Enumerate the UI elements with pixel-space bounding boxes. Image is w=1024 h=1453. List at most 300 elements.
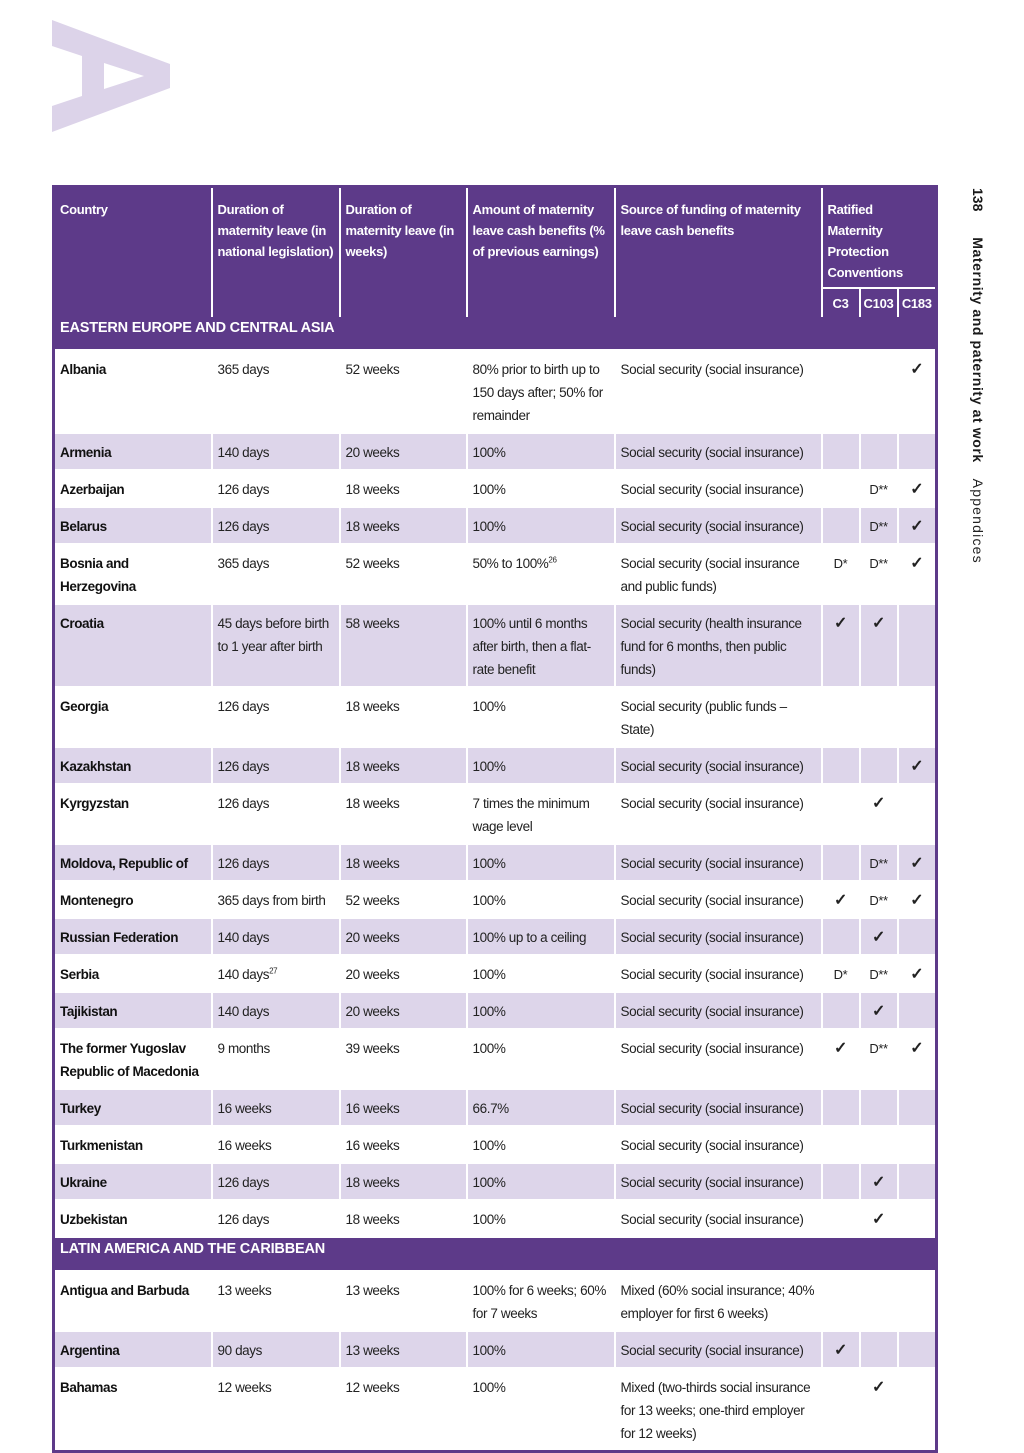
table-row	[54, 1126, 937, 1163]
source-cell-text: Social security (social insurance)	[620, 1004, 804, 1019]
country-cell-text: Antigua and Barbuda	[60, 1283, 189, 1298]
source-cell-text: Social security (social insurance)	[620, 796, 804, 811]
source-cell	[615, 350, 822, 433]
region-name: EASTERN EUROPE AND CENTRAL ASIA	[54, 317, 937, 350]
duration-cell-text: 140 days	[217, 445, 270, 460]
c183-cell	[898, 1271, 937, 1331]
header-ratified-conventions: Ratified Maternity Protection Conventions	[822, 187, 937, 289]
table-row	[54, 1200, 937, 1237]
header-country: Country	[54, 187, 212, 318]
book-title: Maternity and paternity at work	[970, 237, 986, 463]
source-cell	[615, 955, 822, 992]
c183-cell	[898, 992, 937, 1029]
amount-cell-text: 100%	[472, 893, 506, 908]
c3-cell	[822, 470, 860, 507]
weeks-cell	[340, 350, 467, 433]
region-header-row	[54, 317, 937, 350]
c183-cell	[898, 747, 937, 784]
table-row	[54, 1271, 937, 1331]
weeks-cell-text: 16 weeks	[345, 1101, 400, 1116]
weeks-cell	[340, 687, 467, 747]
amount-cell-text: 100%	[472, 699, 506, 714]
c183-cell	[898, 350, 937, 433]
duration-cell-text: 365 days	[217, 556, 270, 571]
source-cell	[615, 544, 822, 604]
amount-cell	[467, 955, 615, 992]
duration-cell-text: 140 days	[217, 1004, 270, 1019]
weeks-cell-text: 20 weeks	[345, 1004, 400, 1019]
c3-cell	[822, 1089, 860, 1126]
c103-cell	[860, 507, 898, 544]
amount-cell	[467, 470, 615, 507]
source-cell	[615, 881, 822, 918]
c103-cell-text: D**	[869, 482, 888, 497]
duration-cell-text: 126 days	[217, 796, 270, 811]
c103-cell-text: ✓	[871, 1379, 885, 1396]
c103-cell	[860, 687, 898, 747]
amount-cell-text: 100%	[472, 1380, 506, 1395]
country-cell	[54, 1368, 212, 1452]
amount-cell-text: 100% until 6 months after birth, then a flat-rate benefit	[472, 616, 591, 677]
source-cell	[615, 1271, 822, 1331]
country-cell-text: Croatia	[60, 616, 104, 631]
source-cell-text: Social security (social insurance)	[620, 1101, 804, 1116]
c103-cell	[860, 470, 898, 507]
table-row	[54, 604, 937, 687]
c183-cell-text: ✓	[910, 758, 924, 775]
c103-cell	[860, 350, 898, 433]
amount-cell-text: 80% prior to birth up to 150 days after; 50% for remainder	[472, 362, 603, 423]
source-cell-text: Social security (social insurance)	[620, 1343, 804, 1358]
weeks-cell	[340, 844, 467, 881]
c103-cell-text: ✓	[871, 1211, 885, 1228]
country-cell-text: Argentina	[60, 1343, 120, 1358]
maternity-leave-table	[52, 185, 938, 1453]
duration-cell	[212, 747, 340, 784]
c103-cell-text: ✓	[871, 1174, 885, 1191]
weeks-cell-text: 13 weeks	[345, 1283, 400, 1298]
amount-cell	[467, 1029, 615, 1089]
c103-cell	[860, 1331, 898, 1368]
c183-cell	[898, 507, 937, 544]
amount-cell	[467, 544, 615, 604]
amount-cell	[467, 507, 615, 544]
amount-cell	[467, 881, 615, 918]
amount-cell-text: 100% up to a ceiling	[472, 930, 587, 945]
source-cell-text: Social security (social insurance)	[620, 930, 804, 945]
amount-cell-text: 100%	[472, 482, 506, 497]
duration-cell-text: 365 days	[217, 362, 270, 377]
c103-cell-text: D**	[869, 1041, 888, 1056]
weeks-cell-text: 18 weeks	[345, 699, 400, 714]
table-row	[54, 470, 937, 507]
c3-cell	[822, 1271, 860, 1331]
table-row	[54, 747, 937, 784]
c103-cell	[860, 992, 898, 1029]
c103-cell	[860, 1368, 898, 1452]
c103-cell	[860, 1200, 898, 1237]
country-cell-text: Kazakhstan	[60, 759, 132, 774]
weeks-cell	[340, 507, 467, 544]
duration-cell	[212, 918, 340, 955]
amount-cell	[467, 918, 615, 955]
duration-cell	[212, 784, 340, 844]
c183-cell	[898, 844, 937, 881]
weeks-cell-text: 18 weeks	[345, 482, 400, 497]
weeks-cell-text: 52 weeks	[345, 362, 400, 377]
duration-cell-text: 12 weeks	[217, 1380, 272, 1395]
weeks-cell-text: 18 weeks	[345, 519, 400, 534]
table-row	[54, 992, 937, 1029]
country-cell-text: Bosnia and Herzegovina	[60, 556, 136, 594]
country-cell	[54, 881, 212, 918]
c103-cell	[860, 955, 898, 992]
c183-cell	[898, 433, 937, 470]
c3-cell	[822, 1200, 860, 1237]
source-cell-text: Social security (social insurance)	[620, 482, 804, 497]
table-row	[54, 433, 937, 470]
country-cell-text: Tajikistan	[60, 1004, 118, 1019]
table-row	[54, 1368, 937, 1452]
duration-cell	[212, 1200, 340, 1237]
country-cell-text: Ukraine	[60, 1175, 107, 1190]
source-cell	[615, 1089, 822, 1126]
amount-cell-text: 100%	[472, 1041, 506, 1056]
source-cell	[615, 1200, 822, 1237]
duration-cell	[212, 1126, 340, 1163]
amount-cell-text: 100%	[472, 1138, 506, 1153]
c103-cell	[860, 1163, 898, 1200]
weeks-cell-text: 18 weeks	[345, 796, 400, 811]
table-row	[54, 955, 937, 992]
source-cell-text: Social security (social insurance)	[620, 759, 804, 774]
duration-cell	[212, 992, 340, 1029]
duration-cell	[212, 687, 340, 747]
weeks-cell-text: 20 weeks	[345, 930, 400, 945]
duration-cell	[212, 544, 340, 604]
duration-cell	[212, 1163, 340, 1200]
duration-cell-text: 140 days	[217, 967, 270, 982]
country-cell-text: Azerbaijan	[60, 482, 125, 497]
country-cell-text: The former Yugoslav Republic of Macedonia	[60, 1041, 199, 1079]
duration-cell-text: 90 days	[217, 1343, 262, 1358]
source-cell-text: Social security (social insurance)	[620, 967, 804, 982]
amount-cell	[467, 1368, 615, 1452]
c3-cell	[822, 1029, 860, 1089]
source-cell-text: Social security (social insurance)	[620, 1212, 804, 1227]
c103-cell	[860, 604, 898, 687]
country-cell	[54, 1163, 212, 1200]
weeks-cell-text: 18 weeks	[345, 1175, 400, 1190]
duration-cell	[212, 604, 340, 687]
duration-cell-text: 140 days	[217, 930, 270, 945]
country-cell-text: Albania	[60, 362, 106, 377]
c183-cell-text: ✓	[910, 892, 924, 909]
table-row	[54, 881, 937, 918]
c183-cell-text: ✓	[910, 518, 924, 535]
c3-cell-text: ✓	[833, 615, 847, 632]
c183-cell	[898, 1368, 937, 1452]
country-cell	[54, 470, 212, 507]
amount-cell-text: 100%	[472, 519, 506, 534]
weeks-cell-text: 39 weeks	[345, 1041, 400, 1056]
country-cell	[54, 687, 212, 747]
header-duration-legislation: Duration of maternity leave (in national legislation)	[212, 187, 340, 318]
weeks-cell	[340, 1089, 467, 1126]
c103-cell-text: ✓	[871, 615, 885, 632]
amount-cell-text: 100%	[472, 1175, 506, 1190]
duration-cell	[212, 1331, 340, 1368]
source-cell	[615, 470, 822, 507]
page-number: 138	[970, 188, 986, 212]
weeks-cell-text: 58 weeks	[345, 616, 400, 631]
c183-cell-text: ✓	[910, 481, 924, 498]
country-cell	[54, 507, 212, 544]
source-cell	[615, 1029, 822, 1089]
country-cell-text: Serbia	[60, 967, 99, 982]
duration-cell-text: 16 weeks	[217, 1138, 272, 1153]
weeks-cell	[340, 955, 467, 992]
c183-cell-text: ✓	[910, 361, 924, 378]
amount-cell	[467, 1089, 615, 1126]
c183-cell-text: ✓	[910, 966, 924, 983]
weeks-cell-text: 18 weeks	[345, 759, 400, 774]
amount-cell	[467, 784, 615, 844]
weeks-cell-text: 52 weeks	[345, 556, 400, 571]
header-amount: Amount of maternity leave cash benefits (% of previous earnings)	[467, 187, 615, 318]
source-cell-text: Social security (social insurance)	[620, 1138, 804, 1153]
table-row	[54, 544, 937, 604]
amount-cell	[467, 992, 615, 1029]
weeks-cell	[340, 1029, 467, 1089]
amount-cell	[467, 433, 615, 470]
c183-cell	[898, 470, 937, 507]
amount-cell-text: 50% to 100%	[472, 556, 549, 571]
c103-cell	[860, 1089, 898, 1126]
country-cell	[54, 918, 212, 955]
table-row	[54, 918, 937, 955]
c103-cell	[860, 844, 898, 881]
source-cell	[615, 1331, 822, 1368]
weeks-cell	[340, 918, 467, 955]
country-cell-text: Bahamas	[60, 1380, 118, 1395]
c183-cell	[898, 1331, 937, 1368]
duration-cell	[212, 1089, 340, 1126]
weeks-cell	[340, 1200, 467, 1237]
source-cell-text: Social security (social insurance)	[620, 893, 804, 908]
weeks-cell-text: 13 weeks	[345, 1343, 400, 1358]
source-cell	[615, 1163, 822, 1200]
c3-cell	[822, 433, 860, 470]
c3-cell-text: ✓	[833, 892, 847, 909]
duration-cell-text: 126 days	[217, 519, 270, 534]
c3-cell	[822, 881, 860, 918]
country-cell	[54, 350, 212, 433]
duration-cell	[212, 1368, 340, 1452]
c103-cell-text: D**	[869, 519, 888, 534]
source-cell-text: Social security (social insurance)	[620, 1175, 804, 1190]
source-cell	[615, 784, 822, 844]
c3-cell	[822, 747, 860, 784]
source-cell	[615, 507, 822, 544]
duration-cell	[212, 881, 340, 918]
source-cell	[615, 1368, 822, 1452]
c3-cell	[822, 1368, 860, 1452]
c103-cell-text: ✓	[871, 1003, 885, 1020]
c3-cell	[822, 350, 860, 433]
source-cell-text: Social security (social insurance)	[620, 1041, 804, 1056]
c3-cell	[822, 1163, 860, 1200]
country-cell	[54, 544, 212, 604]
appendix-letter-graphic	[52, 20, 170, 132]
weeks-cell-text: 52 weeks	[345, 893, 400, 908]
duration-cell-text: 45 days before birth to 1 year after birth	[217, 616, 329, 654]
weeks-cell	[340, 544, 467, 604]
c103-cell	[860, 544, 898, 604]
duration-cell	[212, 1029, 340, 1089]
weeks-cell	[340, 1271, 467, 1331]
c3-cell-text: D*	[833, 556, 848, 571]
amount-cell-text: 100%	[472, 1212, 506, 1227]
amount-cell	[467, 1163, 615, 1200]
c3-cell	[822, 955, 860, 992]
c103-cell	[860, 1126, 898, 1163]
c183-cell	[898, 1029, 937, 1089]
source-cell	[615, 433, 822, 470]
source-cell	[615, 992, 822, 1029]
c183-cell	[898, 784, 937, 844]
c183-cell	[898, 1163, 937, 1200]
c183-cell	[898, 918, 937, 955]
c183-cell	[898, 955, 937, 992]
weeks-cell-text: 20 weeks	[345, 445, 400, 460]
header-c183: C183	[898, 288, 937, 317]
weeks-cell	[340, 784, 467, 844]
c103-cell	[860, 881, 898, 918]
country-cell	[54, 1331, 212, 1368]
source-cell-text: Social security (public funds – State)	[620, 699, 787, 737]
country-cell-text: Belarus	[60, 519, 107, 534]
c103-cell-text: ✓	[871, 929, 885, 946]
country-cell	[54, 992, 212, 1029]
c3-cell	[822, 844, 860, 881]
table-row	[54, 844, 937, 881]
c183-cell	[898, 687, 937, 747]
c103-cell	[860, 433, 898, 470]
table-row	[54, 784, 937, 844]
weeks-cell-text: 16 weeks	[345, 1138, 400, 1153]
c103-cell-text: D**	[869, 893, 888, 908]
duration-cell-text: 126 days	[217, 856, 270, 871]
weeks-cell	[340, 1331, 467, 1368]
amount-cell-text: 100%	[472, 445, 506, 460]
country-cell-text: Montenegro	[60, 893, 134, 908]
source-cell	[615, 687, 822, 747]
amount-cell	[467, 1331, 615, 1368]
duration-cell	[212, 1271, 340, 1331]
c183-cell	[898, 881, 937, 918]
table-row	[54, 1089, 937, 1126]
c183-cell-text: ✓	[910, 555, 924, 572]
country-cell	[54, 784, 212, 844]
amount-cell	[467, 350, 615, 433]
source-cell	[615, 604, 822, 687]
table-row	[54, 350, 937, 433]
source-cell-text: Social security (social insurance)	[620, 362, 804, 377]
c103-cell	[860, 918, 898, 955]
weeks-cell	[340, 470, 467, 507]
c103-cell-text: D**	[869, 556, 888, 571]
country-cell	[54, 955, 212, 992]
country-cell-text: Turkmenistan	[60, 1138, 143, 1153]
amount-cell-text: 100%	[472, 1343, 506, 1358]
c103-cell-text: D**	[869, 967, 888, 982]
country-cell	[54, 1029, 212, 1089]
c3-cell-text: ✓	[833, 1342, 847, 1359]
duration-cell-text: 126 days	[217, 1175, 270, 1190]
source-cell	[615, 844, 822, 881]
duration-cell-text: 126 days	[217, 1212, 270, 1227]
c3-cell	[822, 784, 860, 844]
c183-cell-text: ✓	[910, 1040, 924, 1057]
side-running-header	[966, 188, 990, 808]
country-cell-text: Moldova, Republic of	[60, 856, 188, 871]
c103-cell	[860, 1029, 898, 1089]
country-cell-text: Turkey	[60, 1101, 101, 1116]
c183-cell	[898, 544, 937, 604]
weeks-cell	[340, 433, 467, 470]
weeks-cell	[340, 1126, 467, 1163]
amount-cell-text: 100%	[472, 967, 506, 982]
amount-cell-text: 100%	[472, 856, 506, 871]
amount-cell	[467, 687, 615, 747]
source-cell-text: Mixed (two-thirds social insurance for 13 weeks; one-third employer for 12 weeks)	[620, 1380, 811, 1441]
table-body	[54, 317, 937, 1452]
c3-cell	[822, 1126, 860, 1163]
country-cell-text: Uzbekistan	[60, 1212, 128, 1227]
c103-cell-text: D**	[869, 856, 888, 871]
country-cell	[54, 1200, 212, 1237]
source-cell-text: Social security (social insurance)	[620, 519, 804, 534]
duration-cell	[212, 955, 340, 992]
amount-cell-text: 100%	[472, 1004, 506, 1019]
header-c103: C103	[860, 288, 898, 317]
amount-cell	[467, 604, 615, 687]
table-row	[54, 1163, 937, 1200]
weeks-cell-text: 18 weeks	[345, 856, 400, 871]
weeks-cell-text: 18 weeks	[345, 1212, 400, 1227]
table-row	[54, 1331, 937, 1368]
amount-cell-text: 100%	[472, 759, 506, 774]
source-cell	[615, 747, 822, 784]
source-cell-text: Social security (social insurance)	[620, 445, 804, 460]
weeks-cell	[340, 604, 467, 687]
country-cell	[54, 747, 212, 784]
country-cell-text: Georgia	[60, 699, 109, 714]
c183-cell	[898, 1126, 937, 1163]
duration-cell-text: 9 months	[217, 1041, 270, 1056]
country-cell	[54, 1271, 212, 1331]
c103-cell-text: ✓	[871, 795, 885, 812]
country-cell	[54, 1126, 212, 1163]
duration-cell-text: 126 days	[217, 759, 270, 774]
c3-cell	[822, 604, 860, 687]
header-duration-weeks: Duration of maternity leave (in weeks)	[340, 187, 467, 318]
country-cell	[54, 433, 212, 470]
source-cell-text: Mixed (60% social insurance; 40% employer for first 6 weeks)	[620, 1283, 815, 1321]
duration-cell-text: 365 days from birth	[217, 893, 326, 908]
c183-cell-text: ✓	[910, 855, 924, 872]
